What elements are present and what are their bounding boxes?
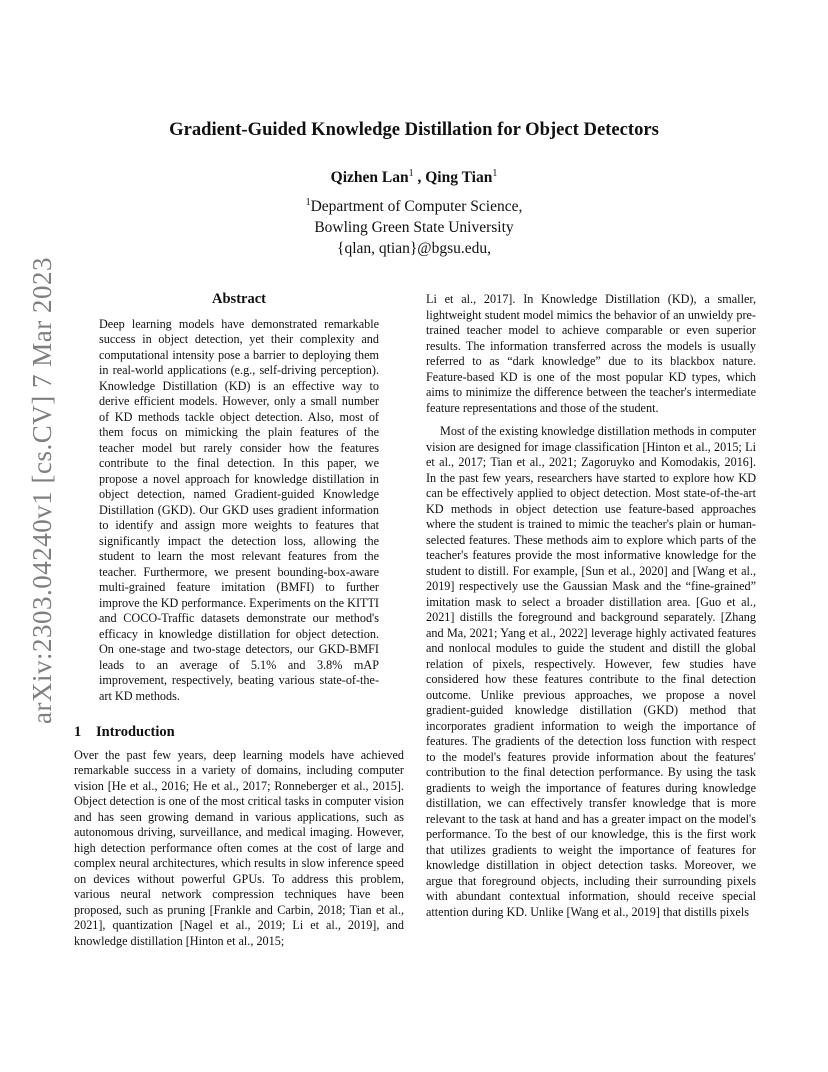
intro-paragraph: Over the past few years, deep learning models have achieved remarkable success in a variety of domains, including computer vision [He et al., 2016; He et al., 2017; Ronneberger et al., 2015]. Object detection is one of the most critical tasks in computer vision and has seen growing demand in various applications, such as autonomous driving, surveillance, and medical imaging. However, high detection performance often comes at the cost of large and complex neural architectures, which results in slow inference speed on devices without powerful GPUs. To address this problem, various neural network compression techniques have been proposed, such as pruning [Frankle and Carbin, 2018; Tian et al., 2021], quantization [Nagel et al., 2019; Li et al., 2019], and knowledge distillation [Hinton et al., 2015;	[74, 747, 404, 948]
intro-paragraph-continued: Li et al., 2017]. In Knowledge Distillation (KD), a smaller, lightweight student model mimics the behavior of an unwieldy pre-trained teacher model to achieve comparable or even superior results. The information transferred across the models is usually referred to as “dark knowledge” due to its blackbox nature. Feature-based KD is one of the most popular KD types, which aims to minimize the difference between the teacher's intermediate feature representations and those of the student.	[426, 292, 756, 415]
author-name: Qing Tian	[425, 169, 493, 187]
author-list	[0, 164, 828, 188]
author-separator: ,	[413, 169, 426, 187]
affiliation-university: Bowling Green State University	[314, 219, 514, 237]
affiliation-line	[0, 192, 828, 217]
affiliation-department: Department of Computer Science,	[310, 198, 523, 216]
arxiv-identifier	[22, 256, 62, 724]
paper-header	[0, 118, 828, 259]
section-number: 1	[74, 724, 82, 740]
left-column	[74, 292, 404, 949]
section-heading	[74, 725, 404, 741]
section-title: Introduction	[96, 724, 175, 740]
abstract-body	[74, 317, 404, 705]
paper-title: Gradient-Guided Knowledge Distillation for Object Detectors	[169, 119, 659, 140]
arxiv-identifier-text: arXiv:2303.04240v1 [cs.CV] 7 Mar 2023	[26, 256, 57, 724]
author-name: Qizhen Lan	[330, 169, 409, 187]
author-affiliation-mark: 1	[408, 168, 414, 179]
abstract-text: Deep learning models have demonstrated remarkable success in object detection, yet their complexity and computational intensity pose a barrier to deploying them in real-world applications (e.g., self-driving perception). Knowledge Distillation (KD) is an effective way to derive efficient models. However, only a small number of KD methods tackle object detection. Also, most of them focus on mimicking the plain features of the teacher model but rarely consider how the features contribute to the final detection. In this paper, we propose a novel approach for knowledge distillation in object detection, named Gradient-guided Knowledge Distillation (GKD). Our GKD uses gradient information to identify and assign more weights to features that significantly impact the detection loss, allowing the student to learn the most relevant features from the teacher. Furthermore, we present bounding-box-aware multi-grained feature imitation (BMFI) to further improve the KD performance. Experiments on the KITTI and COCO-Traffic datasets demonstrate our method's efficacy in knowledge distillation for object detection. On one-stage and two-stage detectors, our GKD-BMFI leads to an average of 5.1% and 3.8% mAP improvement, respectively, beating various state-of-the-art KD methods.	[99, 316, 379, 703]
intro-paragraph: Most of the existing knowledge distillation methods in computer vision are designed for image classification [Hinton et al., 2015; Li et al., 2017; Tian et al., 2021; Zagoruyko and Komodakis, 2016]. In the past few years, researchers have started to explore how KD can be effectively applied to object detection. Most state-of-the-art KD methods in object detection use feature-based approaches where the student is trained to mimic the teacher's plain or human-selected features. These methods aim to explore which parts of the teacher's features provide the most informative knowledge for the student to distill. For example, [Sun et al., 2020] and [Wang et al., 2019] respectively use the Gaussian Mask and the “fine-grained” imitation mask to select a broader distillation area. [Guo et al., 2021] distills the foreground and background separately. [Zhang and Ma, 2021; Yang et al., 2022] leverage highly activated features and nonlocal modules to guide the student and distill the global relation of pixels, respectively. However, few studies have considered how these features contribute to the final detection outcome. Unlike previous approaches, we propose a novel gradient-guided knowledge distillation (GKD) method that incorporates gradient information to weigh the importance of features. The gradients of the detection loss function with respect to the model's features provide information about the features' contribution to the final detection performance. By using the task gradients to weigh the importance of features during knowledge distillation, we can effectively transfer knowledge that is more relevant to the task at hand and has a greater impact on the model's performance. To the best of our knowledge, this is the first work that utilizes gradients to weight the importance of features for knowledge distillation in object detection tasks. Moreover, we argue that foreground objects, including their surrounding pixels with abundant contextual information, should receive special attention during KD. Unlike [Wang et al., 2019] that distills pixels	[426, 424, 756, 919]
author-affiliation-mark: 1	[492, 168, 498, 179]
abstract-heading: Abstract	[212, 291, 266, 307]
author-email: {qlan, qtian}@bgsu.edu,	[337, 240, 491, 258]
affiliation-mark: 1	[305, 197, 311, 209]
right-column	[426, 292, 756, 920]
